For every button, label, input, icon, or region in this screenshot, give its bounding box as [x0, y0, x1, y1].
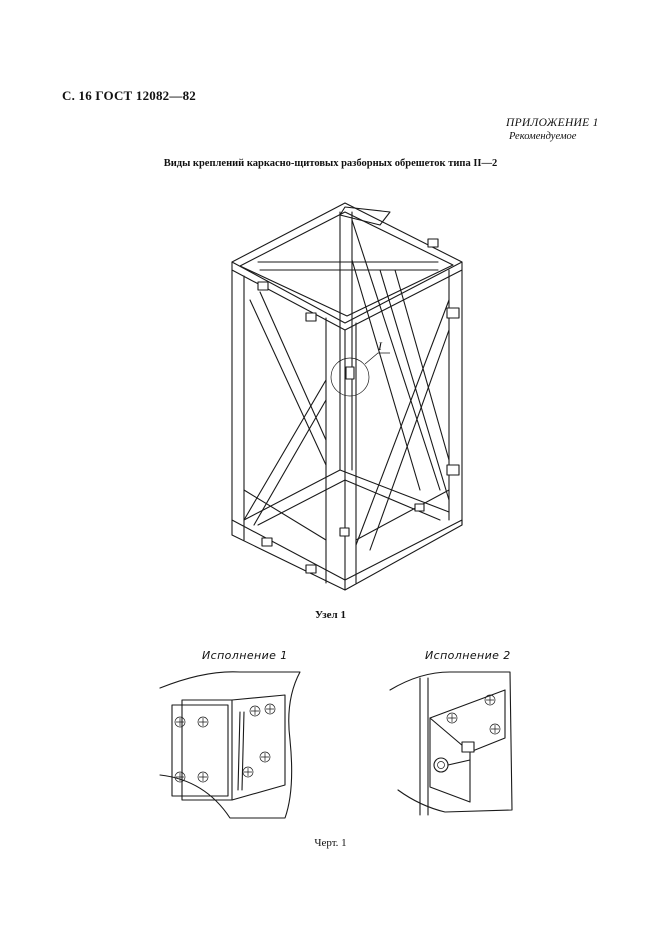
appendix-title: ПРИЛОЖЕНИЕ 1: [506, 117, 599, 129]
figure-title: Виды креплений каркасно-щитовых разборных обрешеток типа II—2: [163, 158, 498, 169]
figure-caption: Черт. 1: [314, 837, 347, 849]
callout-mark: I: [378, 339, 382, 353]
appendix-note: Рекомендуемое: [509, 131, 577, 142]
variant-1-label: Исполнение 1: [202, 649, 288, 662]
page-header: С. 16 ГОСТ 12082—82: [62, 88, 196, 103]
variant-2-label: Исполнение 2: [425, 649, 511, 662]
node-label: Узел 1: [315, 609, 346, 621]
